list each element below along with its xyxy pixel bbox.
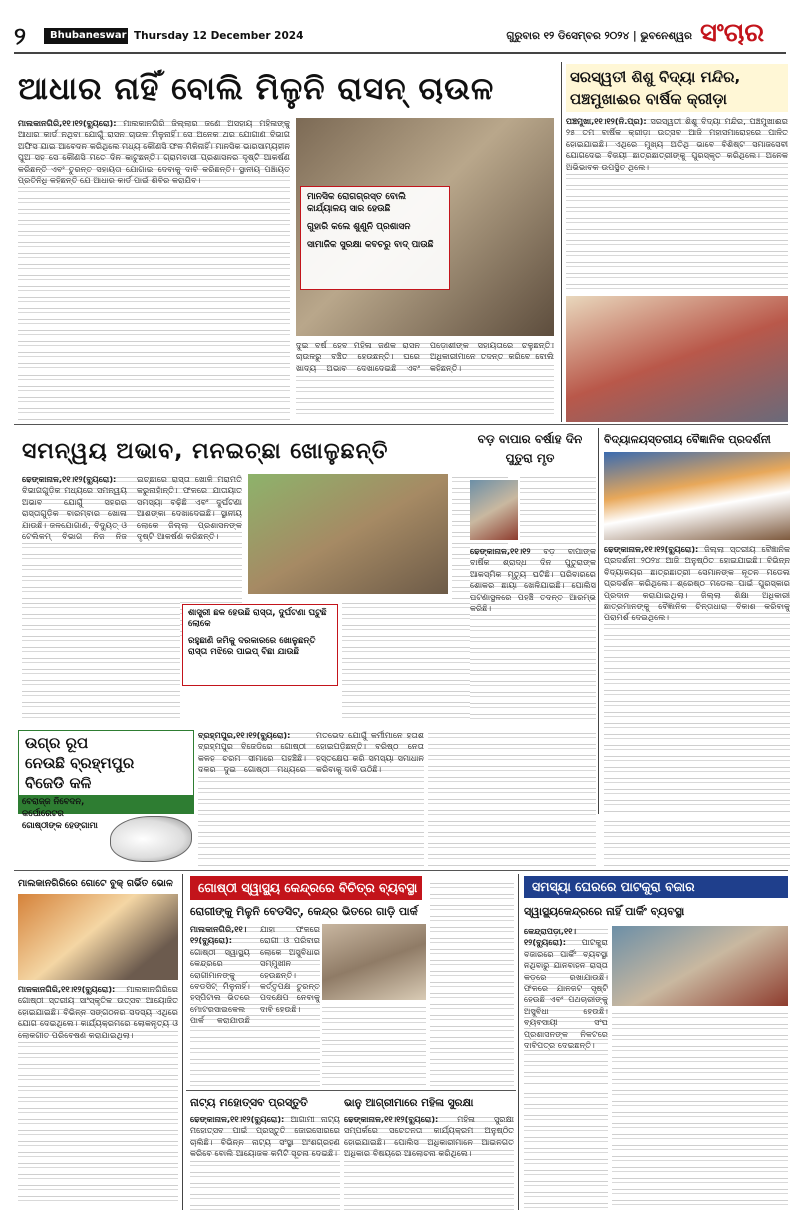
masthead-rule xyxy=(14,52,786,54)
photo-science-exhibition xyxy=(604,452,790,540)
column-rule xyxy=(598,428,599,814)
story-school-text xyxy=(566,116,788,292)
story-ration-col3 xyxy=(18,372,290,420)
dateline: ଢେଙ୍କାନାଳ,୧୧।୧୨(ବ୍ୟୁରୋ): xyxy=(190,1114,285,1124)
story-drama-text xyxy=(190,1114,340,1210)
article-body: ପାଟକୁରା ବଜାରରେ ପାର୍କିଂ ବ୍ୟବସ୍ଥା ନଥିବାରୁ ଯାନବାହନ ରାସ୍ତା କଡ଼ରେ ରଖାଯାଉଛି। ଫଳରେ ଯାନଜଟ ସୃଷ୍ଟି ହେଉଛି ଏବଂ ପଥଚାରୀଙ୍କୁ ଅସୁବିଧା ହେଉଛି। ବ୍ୟବସାୟୀ ସଂଘ ପ୍ରଶାସନଙ୍କ ନିକଟରେ ଦାବିପତ୍ର ଦେଇଛନ୍ତି। xyxy=(524,937,608,1051)
tag: କର୍ପୋରେଟର xyxy=(22,809,64,819)
newspaper-logo: ସଂଚାର xyxy=(700,22,765,48)
photo-market-parking xyxy=(612,926,788,1006)
roads-bullet-box xyxy=(182,604,338,686)
bullet-item: ରହୁଛାଣି ଜମିକୁ ଦରକାରରେ ଖୋଳୁଛନ୍ତି ରାସ୍ତା ମଝିରେ ପାଇପ୍ ବିଛା ଯାଉଛି xyxy=(188,636,316,657)
headline-ration: ଆଧାର ନାହିଁ ବୋଲି ମିଳୁନି ରାସନ୍ ଚାଉଳ xyxy=(18,71,495,107)
feature-line: ବିଜେଡି କଳି xyxy=(25,774,92,792)
column-rule xyxy=(182,874,183,1210)
photo-dug-road xyxy=(248,474,448,594)
dateline: ଢେଙ୍କାନାଳ,୧୧।୧୨(ବ୍ୟୁରୋ): xyxy=(344,1114,439,1124)
bullet-item: ଗୁହାରି କଲେ ଶୁଣୁନି ପ୍ରଶାସନ xyxy=(307,222,411,232)
article-body: ବ୍ରହ୍ମପୁର ବିଜେଡିରେ ଗୋଷ୍ଠୀ କଳହ ଚରମ ସୀମାରେ ପହଞ୍ଚିଛି। ଦଳର ଦୁଇ ଗୋଷ୍ଠୀ ମଧ୍ୟରେ ମତଭେଦ ଯୋଗୁଁ କର୍ମୀମାନେ ହତାଶ ହୋଇପଡ଼ିଛନ୍ତି। ବରିଷ୍ଠ ନେତା ହସ୍ତକ୍ଷେପ କରି ସମସ୍ୟା ସମାଧାନ କରିବାକୁ ଦାବି ଉଠିଛି। xyxy=(198,730,424,775)
masthead xyxy=(0,22,800,50)
dateline: ଢେଙ୍କାନାଳ,୧୧।୧୨ xyxy=(470,546,531,556)
column-rule xyxy=(518,874,519,1210)
article-body: ବିଭାଗଗୁଡ଼ିକ ମଧ୍ୟରେ ସମନ୍ୱୟ ଅଭାବ ଯୋଗୁଁ ସହରର ରାସ୍ତାଗୁଡ଼ିକ ବାରମ୍ବାର ଖୋଳା ଯାଉଛି। ଜଳଯୋଗାଣ, ବିଦ୍ୟୁତ୍ ଓ ଟେଲିକମ୍ ବିଭାଗ ନିଜ ନିଜ ଇଚ୍ଛାରେ ରାସ୍ତା ଖୋଳି ମରାମତି କରୁନାହାଁନ୍ତି। ଫଳରେ ଯାତାୟାତ ସମସ୍ୟା ବଢ଼ିଛି ଏବଂ ଦୁର୍ଘଟଣା ଆଶଙ୍କା ଦେଖାଦେଇଛି। ସ୍ଥାନୀୟ ଲୋକେ ଜିଲ୍ଲା ପ୍ରଶାସନଙ୍କ ଦୃଷ୍ଟି ଆକର୍ଷଣ କରିଛନ୍ତି। xyxy=(22,474,242,542)
dateline: ପଞ୍ଚମୁଖା,୧୧।୧୨(ନି.ପ୍ର): xyxy=(566,116,647,126)
feature-tags xyxy=(22,796,112,856)
headline-science: ବିଦ୍ୟାଳୟସ୍ତରୀୟ ବୈଜ୍ଞାନିକ ପ୍ରଦର୍ଶନୀ xyxy=(604,433,771,446)
story-roads-text-mid xyxy=(22,600,180,724)
headline-bhanu: ଭାନୁ ଆଗ୍ରୀମାରେ ମହିଳା ସୁରକ୍ଷା xyxy=(344,1097,474,1109)
column-rule xyxy=(561,62,562,422)
brahmapur-text-2 xyxy=(428,730,596,866)
bullet-box xyxy=(300,186,450,290)
article-body: ଗୋଷ୍ଠୀ ସ୍ୱାସ୍ଥ୍ୟ କେନ୍ଦ୍ରରେ ରୋଗୀମାନଙ୍କୁ ବେଡସିଟ୍ ମିଳୁନାହିଁ। ହସ୍ପିଟାଲ ଭିତରେ ମୋଟରସାଇକେଲ ପାର୍କ କରାଯାଉଛି ଯାହା ଫଳରେ ରୋଗୀ ଓ ପରିବାର ଲୋକେ ଅସୁବିଧାର ସମ୍ମୁଖୀନ ହେଉଛନ୍ତି। କର୍ତ୍ତୃପକ୍ଷ ତୁରନ୍ତ ପଦକ୍ଷେପ ନେବାକୁ ଦାବି ହେଉଛି। xyxy=(190,924,320,1026)
brahmapur-text-1 xyxy=(198,730,424,866)
photo-deceased xyxy=(470,480,518,540)
section-rule xyxy=(14,870,788,871)
article-body: ମାଲକାନଗିରି ଜିଲ୍ଲାର ଜଣେ ଅସହାୟ ମହିଳାଙ୍କୁ ଆଧାର କାର୍ଡ ନଥିବା ଯୋଗୁଁ ରାସନ ଚାଉଳ ମିଳୁନାହିଁ। ସେ ଅନେକ ଥର ଯୋଗାଣ ବିଭାଗ ଅଫିସ ଯାଇ ଆବେଦନ କରିଥିଲେ ମଧ୍ୟ କୌଣସି ଫଳ ମିଳିନାହିଁ। ମାନସିକ ଭାରସାମ୍ୟହୀନ ପୁଅ ସହ ସେ କୌଣସି ମତେ ଦିନ କାଟୁଛନ୍ତି। ଗ୍ରାମବାସୀ ପ୍ରଶାସନର ଦୃଷ୍ଟି ଆକର୍ଷଣ କରିଛନ୍ତି ଏବଂ ତୁରନ୍ତ ସହାୟତା ଯୋଗାଇ ଦେବାକୁ ଦାବି କରିଛନ୍ତି। ସ୍ଥାନୀୟ ପଞ୍ଚାୟତ ପ୍ରତିନିଧି କହିଛନ୍ତି ଯେ ଆଧାର କାର୍ଡ ପାଇଁ ଶିବିର କରାଯିବ। xyxy=(18,118,290,186)
article-body: ମାଲକାନଗିରିରେ ଗୋଷ୍ଠୀ ସ୍ତରୀୟ ସାଂସ୍କୃତିକ ଉତ୍ସବ ଆୟୋଜିତ ହୋଇଯାଇଛି। ବିଭିନ୍ନ ସଙ୍ଗଠନର ସଦସ୍ୟ ଏଥିରେ ଯୋଗ ଦେଇଥିଲେ। କାର୍ଯ୍ୟକ୍ରମରେ ଲୋକନୃତ୍ୟ ଓ ଲୋକଗୀତ ପରିବେଷଣ କରାଯାଇଥିଲା। xyxy=(18,984,178,1040)
section-rule xyxy=(14,424,788,425)
headline-death: ବଡ଼ ବାପାର ବର୍ଷାହ ଦିନ ପୁତୁରା ମୃତ xyxy=(477,432,583,465)
date-odia: ଗୁରୁବାର ୧୨ ଡିସେମ୍ବର ୨୦୨୪ | ଭୁବନେଶ୍ୱର xyxy=(506,30,692,42)
story-health-text-3 xyxy=(430,880,514,1086)
subhead-health: ରୋଗୀଙ୍କୁ ମିଳୁନି ବେଡସିଟ୍, କେନ୍ଦ୍ର ଭିତରେ ଗାଡ଼ି ପାର୍କ xyxy=(190,905,418,918)
conch-illustration xyxy=(110,816,192,862)
article-body: ଜିଲ୍ଲା ସ୍ତରୀୟ ବୈଜ୍ଞାନିକ ପ୍ରଦର୍ଶନୀ ୨୦୨୪ ଆଜି ଅନୁଷ୍ଠିତ ହୋଇଯାଇଛି। ବିଭିନ୍ନ ବିଦ୍ୟାଳୟର ଛାତ୍ରଛାତ୍ରୀ ସେମାନଙ୍କ ନୂତନ ମଡେଲ ପ୍ରଦର୍ଶନ କରିଥିଲେ। ଶ୍ରେଷ୍ଠ ମଡେଲ ପାଇଁ ପୁରସ୍କାର ପ୍ରଦାନ କରାଯାଇଥିଲା। ଜିଲ୍ଲା ଶିକ୍ଷା ଅଧିକାରୀ ଛାତ୍ରମାନଙ୍କୁ ବୈଜ୍ଞାନିକ ଚିନ୍ତାଧାରା ବିକାଶ କରିବାକୁ ପରାମର୍ଶ ଦେଇଥିଲେ। xyxy=(604,544,790,623)
story-market-text xyxy=(524,926,608,1086)
photo-program-gathering xyxy=(18,894,178,980)
headline-roads: ସମନ୍ୱୟ ଅଭାବ, ମନଇଚ୍ଛା ଖୋଳୁଛନ୍ତି xyxy=(22,439,389,464)
bullet-item: ସାମାଜିକ ସୁରକ୍ଷା କବଚରୁ ବାଦ୍ ପାଉଛି xyxy=(307,240,434,250)
brahmapur-text-3 xyxy=(604,818,790,866)
dateline: ମାଲକାନଗିରି,୧୧।୧୨(ବ୍ୟୁରୋ): xyxy=(18,118,117,128)
headline-malkangiri-program: ମାଲକାନଗିରିରେ ଗୋଟେ ବୁକ୍ ଗର୍ଭିତ ଭୋଳ xyxy=(18,878,173,889)
story-ration-col2 xyxy=(296,340,554,420)
date-english: Thursday 12 December 2024 xyxy=(134,30,304,42)
article-body: ଦୁଇ ବର୍ଷ ହେବ ମହିଳା ଜଣକ ରାସନ ଚାଉଳରୁ ବଞ୍ଚିତ ହେଉଛନ୍ତି। ଘରେ ଖାଦ୍ୟ ଅଭାବ ଦେଖାଦେଇଛି ଏବଂ ପଡ଼ୋଶୀଙ୍କ ସହାୟତାରେ ଚଳୁଛନ୍ତି। ଅଧିକାରୀମାନେ ତଦନ୍ତ କରିବେ ବୋଲି କହିଛନ୍ତି। xyxy=(296,340,554,373)
section-rule xyxy=(186,1090,516,1091)
story-bhanu-text xyxy=(344,1114,514,1210)
story-ration-col1 xyxy=(18,118,290,368)
story-death-text xyxy=(520,474,596,544)
dateline: କେନ୍ଦ୍ରାପଡ଼ା,୧୧।୧୨(ବ୍ୟୁରୋ): xyxy=(524,926,577,948)
article-body: ଆଗାମୀ ନାଟ୍ୟ ମହୋତ୍ସବ ପାଇଁ ପ୍ରସ୍ତୁତି ଜୋରସୋରରେ ଚାଲିଛି। ବିଭିନ୍ନ ନାଟ୍ୟ ସଂସ୍ଥା ଅଂଶଗ୍ରହଣ କରିବେ ବୋଲି ଆୟୋଜକ କମିଟି ସୂଚନା ଦେଇଛି। xyxy=(190,1114,340,1159)
feature-line: ଉଗ୍ର ରୂପ xyxy=(25,734,89,752)
story-health-text xyxy=(190,924,320,1086)
page-number: ୨ xyxy=(14,22,26,50)
tag: ଗୋଷ୍ଠୀଙ୍କ ହେଙ୍ଗାମା xyxy=(22,821,98,831)
city-label: Bhubaneswar xyxy=(44,28,128,44)
article-body: ସରସ୍ୱତୀ ଶିଶୁ ବିଦ୍ୟା ମନ୍ଦିର, ପଞ୍ଚମୁଖାଈର ୨୫ ତମ ବାର୍ଷିକ କ୍ରୀଡ଼ା ଉତ୍ସବ ଆଜି ମହାସମାରୋହରେ ପାଳିତ ହୋଇଯାଇଛି। ଏଥିରେ ମୁଖ୍ୟ ଅତିଥି ଭାବେ ବିଶିଷ୍ଟ ସମାଜସେବୀ ଯୋଗଦେଇ ବିଜୟୀ ଛାତ୍ରଛାତ୍ରୀଙ୍କୁ ପୁରସ୍କୃତ କରିଥିଲେ। ଅନେକ ଅଭିଭାବକ ଉପସ୍ଥିତ ଥିଲେ। xyxy=(566,116,788,172)
dateline: ମାଲକାନଗିରି,୧୧।୧୨(ବ୍ୟୁରୋ): xyxy=(190,924,247,946)
photo-scooter-inside-hospital xyxy=(322,924,426,1000)
dateline: ଢେଙ୍କାନାଳ,୧୧।୧୨(ବ୍ୟୁରୋ): xyxy=(604,544,699,554)
headline-school: ସରସ୍ୱତୀ ଶିଶୁ ବିଦ୍ୟା ମନ୍ଦିର, ପଞ୍ଚମୁଖାଈର ବାର୍ଷିକ କ୍ରୀଡ଼ା xyxy=(566,64,788,112)
story-malkangiri-program-text xyxy=(18,984,178,1206)
headline-market: ସମସ୍ୟା ଘେରରେ ପାଟକୁରା ବଜାର xyxy=(524,876,788,898)
story-market-text-2 xyxy=(612,1010,788,1210)
headline-drama: ନାଟ୍ୟ ମହୋତ୍ସବ ପ୍ରସ୍ତୁତି xyxy=(190,1096,308,1109)
headline-health: ଗୋଷ୍ଠୀ ସ୍ୱାସ୍ଥ୍ୟ କେନ୍ଦ୍ରରେ ବିଚିତ୍ର ବ୍ୟବସ୍ଥା xyxy=(190,876,422,900)
dateline: ବ୍ରହ୍ମପୁର,୧୧।୧୨(ବ୍ୟୁରୋ): xyxy=(198,730,291,740)
bullet-item: ମାନସିକ ରୋଗଗ୍ରସ୍ତ ବୋଲି କାର୍ଯ୍ୟାଳୟ ସାର ହେଉଛି xyxy=(307,192,406,214)
story-death-text-2 xyxy=(470,546,596,724)
subhead-market: ସ୍ୱାସ୍ଥ୍ୟକେନ୍ଦ୍ରରେ ନାହିଁ ପାର୍କିଂ ବ୍ୟବସ୍ଥା xyxy=(524,905,685,918)
dateline: ଢେଙ୍କାନାଳ,୧୧।୧୨(ବ୍ୟୁରୋ): xyxy=(22,474,117,484)
photo-school-event xyxy=(566,296,788,422)
story-science-text xyxy=(604,544,790,814)
article-body: ମହିଳା ସୁରକ୍ଷା ସମ୍ପର୍କରେ ସଚେତନତା କାର୍ଯ୍ୟକ୍ରମ ଅନୁଷ୍ଠିତ ହୋଇଯାଇଛି। ପୋଲିସ ଅଧିକାରୀମାନେ ଆଇନଗତ ଅଧିକାର ବିଷୟରେ ଆଲୋଚନା କରିଥିଲେ। xyxy=(344,1114,514,1159)
feature-line: ନେଉଛି ବ୍ରହ୍ମପୁର xyxy=(25,754,135,772)
story-market-text-3 xyxy=(524,1090,608,1210)
story-health-text-2 xyxy=(322,1004,426,1086)
article-body: ବଡ଼ ବାପାଙ୍କ ବାର୍ଷିକ ଶ୍ରାଦ୍ଧ ଦିନ ପୁତୁରାଙ୍କ ଆକସ୍ମିକ ମୃତ୍ୟୁ ଘଟିଛି। ପରିବାରରେ ଶୋକର ଛାୟା ଖେଳିଯାଇଛି। ପୋଲିସ ଘଟଣାସ୍ଥଳରେ ପହଞ୍ଚି ତଦନ୍ତ ଆରମ୍ଭ କରିଛି। xyxy=(470,546,596,614)
dateline: ମାଳକାନଗିରି,୧୧।୧୨(ବ୍ୟୁରୋ): xyxy=(18,984,116,994)
bullet-item: ଶାସ୍ତ୍ରୀ ଛକ ହେଉଛି ରାସ୍ତା, ଦୁର୍ଘଟଣା ଘଟୁଛି ଲୋକେ xyxy=(188,608,327,629)
tag: ବେରାଜ୍ଜ ନିବେଦନ, xyxy=(22,797,85,807)
